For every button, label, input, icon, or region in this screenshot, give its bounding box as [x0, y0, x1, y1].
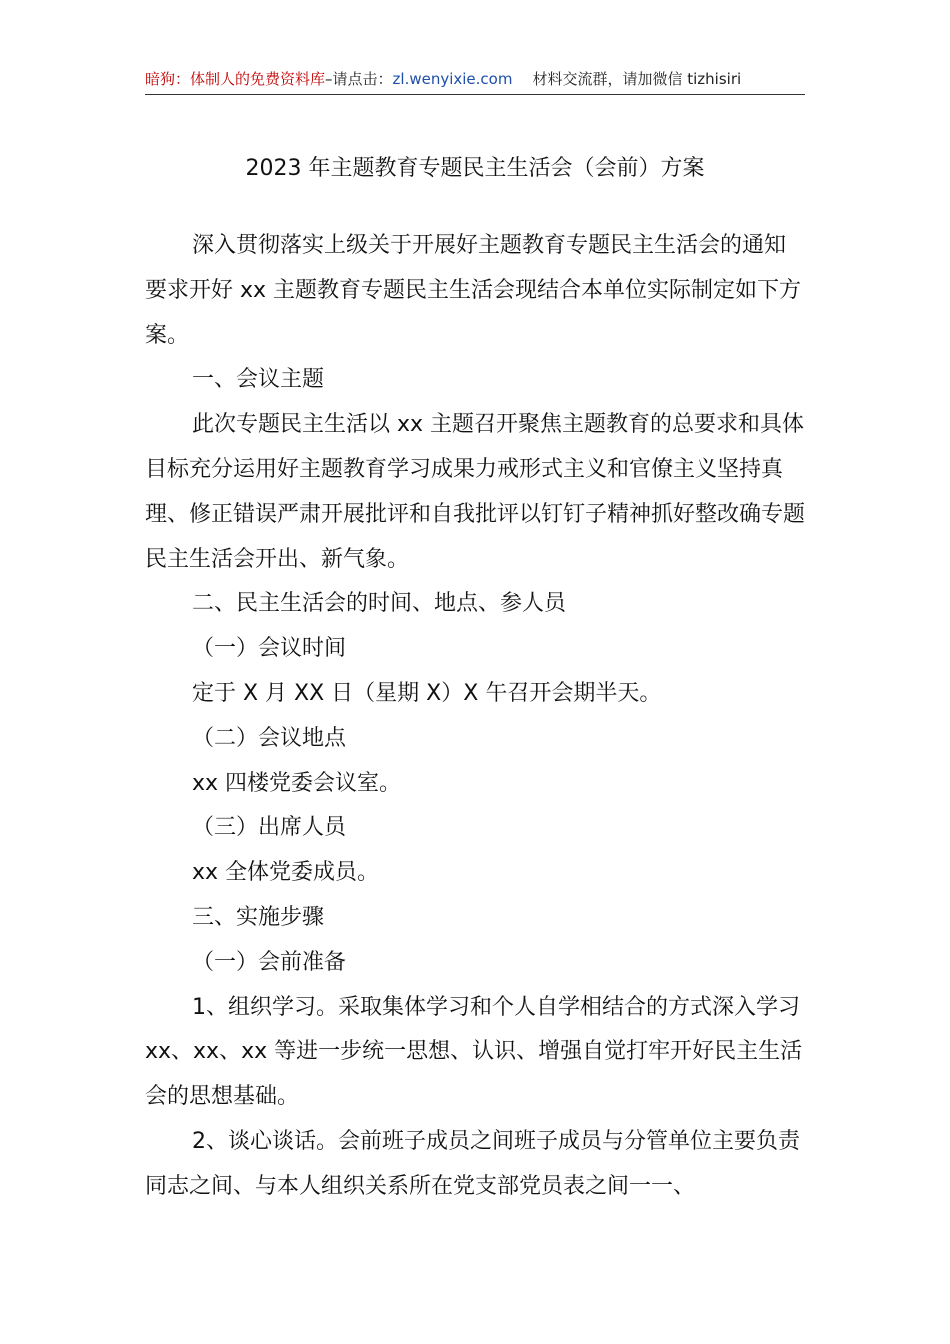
attendees-text: xx 全体党委成员。	[192, 860, 380, 886]
step-2-paragraph: 2、谈心谈话。会前班子成员之间班子成员与分管单位主要负责同志之间、与本人组织关系所在党支部党员表之间一一、	[145, 1128, 800, 1199]
section-heading-2: 二、民主生活会的时间、地点、参人员	[192, 591, 567, 617]
page-header	[145, 68, 805, 95]
document-body	[145, 224, 805, 1210]
header-link[interactable]: zl.wenyixie.com	[392, 70, 513, 88]
header-group-info: 材料交流群，请加微信 tizhisiri	[532, 70, 742, 88]
section-1-paragraph: 此次专题民主生活以 xx 主题召开聚焦主题教育的总要求和具体目标充分运用好主题教育学习成果力戒形式主义和官僚主义坚持真理、修正错误严肃开展批评和自我批评以钉钉子精神抓好整改确专题民主生活会开出、新气象。	[145, 412, 806, 572]
meeting-time-text: 定于 X 月 XX 日（星期 X）X 午召开会期半天。	[192, 680, 662, 706]
subheading-meeting-place: （二）会议地点	[192, 725, 347, 751]
header-brand: 暗狗：体制人的免费资料库	[145, 70, 326, 88]
meeting-place-text: xx 四楼党委会议室。	[192, 770, 402, 796]
document-title: 2023 年主题教育专题民主生活会（会前）方案	[245, 156, 705, 181]
subheading-attendees: （三）出席人员	[192, 815, 347, 841]
intro-paragraph: 深入贯彻落实上级关于开展好主题教育专题民主生活会的通知要求开好 xx 主题教育专题民主生活会现结合本单位实际制定如下方案。	[145, 233, 802, 348]
subheading-preparation: （一）会前准备	[192, 949, 347, 975]
section-heading-3: 三、实施步骤	[192, 904, 325, 930]
step-1-paragraph: 1、组织学习。采取集体学习和个人自学相结合的方式深入学习 xx、xx、xx 等进一步统一思想、认识、增强自觉打牢开好民主生活会的思想基础。	[145, 994, 803, 1110]
section-heading-1: 一、会议主题	[192, 367, 325, 393]
subheading-meeting-time: （一）会议时间	[192, 636, 347, 662]
header-prompt: –请点击：	[325, 70, 393, 88]
